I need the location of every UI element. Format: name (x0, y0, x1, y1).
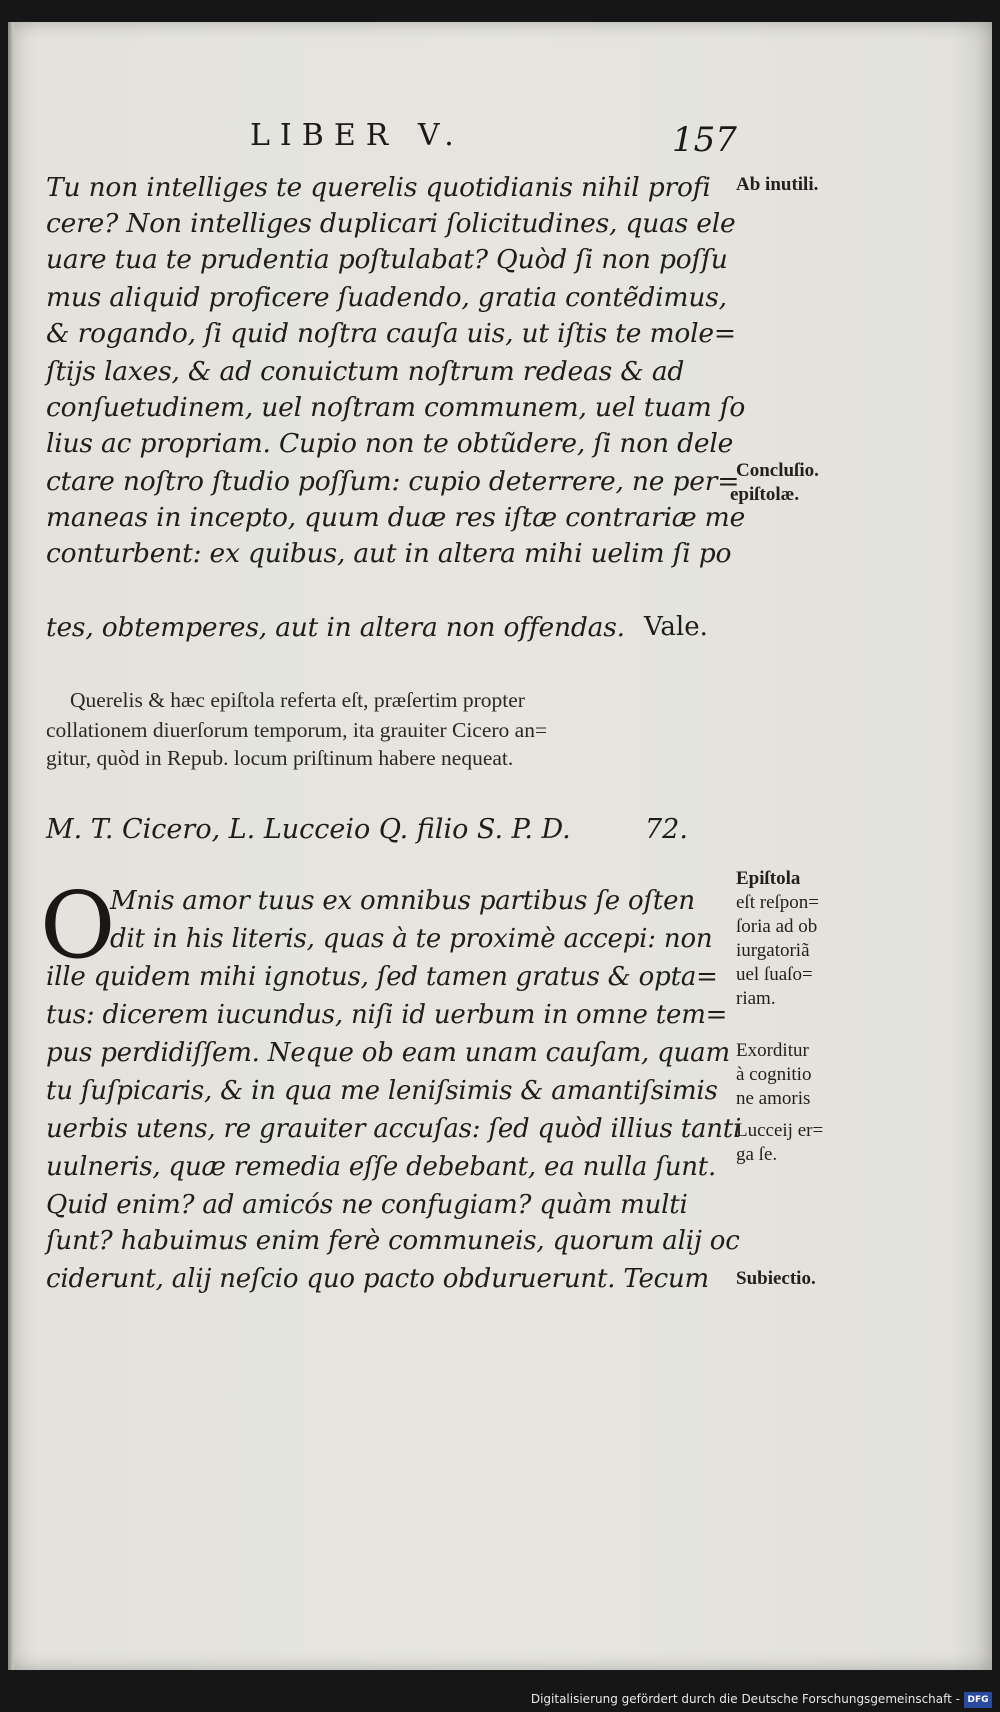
marginal-note: uel ſuaſo= (736, 964, 813, 985)
text-line: pus perdidiſſem. Neque ob eam unam cauſam, quam (46, 1038, 730, 1068)
letter-heading: M. T. Cicero, L. Lucceio Q. filio S. P. D. (46, 814, 571, 845)
text-line: cere? Non intelliges duplicari ſolicitudines, quas ele (46, 208, 736, 239)
marginal-note: Epiſtola (736, 868, 801, 889)
summary-line: collationem diuerſorum temporum, ita grauiter Cicero an= (46, 718, 548, 742)
marginal-note: Lucceij er= (736, 1120, 824, 1141)
marginal-note: Ab inutili. (736, 174, 819, 195)
text-line: tus: dicerem iucundus, niſi id uerbum in omne tem= (46, 1000, 728, 1030)
marginal-note: Concluſio. (736, 460, 819, 481)
marginal-note: Subiectio. (736, 1268, 816, 1289)
marginal-note: ſoria ad ob (736, 916, 818, 937)
marginal-note: iurgatoriã (736, 940, 810, 961)
page-number: 157 (672, 120, 737, 160)
text-line: dit in his literis, quas à te proximè accepi: non (110, 924, 713, 954)
text-line: Mnis amor tuus ex omnibus partibus ſe oſten (110, 886, 695, 916)
letter-number: 72. (645, 814, 688, 845)
text-line: tes, obtemperes, aut in altera non offendas. (46, 612, 625, 643)
text-line: & rogando, ſi quid noſtra cauſa uis, ut iſtis te mole= (46, 318, 736, 349)
text-line: Tu non intelliges te querelis quotidianis nihil profi (46, 172, 711, 203)
marginal-note: riam. (736, 988, 776, 1009)
text-line: conturbent: ex quibus, aut in altera mihi uelim ſi po (46, 538, 732, 569)
text-line: mus aliquid proficere ſuadendo, gratia contẽdimus, (46, 282, 727, 313)
summary-line: Querelis & hæc epiſtola referta eſt, præſertim propter (70, 688, 525, 712)
closing-vale: Vale. (644, 612, 708, 642)
page-binding-edge (8, 22, 14, 1670)
marginal-note: epiſtolæ. (730, 484, 800, 505)
text-line: Quid enim? ad amicós ne confugiam? quàm multi (46, 1190, 688, 1220)
text-line: uare tua te prudentia poſtulabat? Quòd ſi non poſſu (46, 244, 728, 275)
marginal-note: à cognitio (736, 1064, 812, 1085)
marginal-note: ne amoris (736, 1088, 811, 1109)
summary-line: gitur, quòd in Repub. locum priſtinum habere nequeat. (46, 746, 514, 770)
text-line: ſtijs laxes, & ad conuictum noſtrum redeas & ad (46, 356, 685, 387)
running-head: LIBER V. (250, 118, 464, 153)
text-line: tu ſuſpicaris, & in qua me leniſsimis & amantiſsimis (46, 1076, 718, 1106)
text-line: uulneris, quæ remedia eſſe debebant, ea nulla ſunt. (46, 1152, 717, 1182)
marginal-note: Exorditur (736, 1040, 809, 1061)
text-line: maneas in incepto, quum duæ res iſtæ contrariæ me (46, 502, 746, 533)
text-line: ctare noſtro ſtudio poſſum: cupio deterrere, ne per= (46, 466, 740, 497)
text-line: uerbis utens, re grauiter accuſas: ſed quòd illius tanti (46, 1114, 742, 1144)
text-line: conſuetudinem, uel noſtram communem, uel tuam ſo (46, 392, 746, 423)
digitization-credit: Digitalisierung gefördert durch die Deutsche Forschungsgemeinschaft - (530, 1692, 960, 1706)
marginal-note: eſt reſpon= (736, 892, 819, 913)
text-line: ille quidem mihi ignotus, ſed tamen gratus & opta= (46, 962, 718, 992)
drop-cap-initial: O (40, 872, 116, 979)
text-line: ciderunt, alij neſcio quo pacto obduruerunt. Tecum (46, 1264, 710, 1294)
dfg-logo: DFG (964, 1692, 992, 1708)
marginal-note: ga ſe. (736, 1144, 778, 1165)
text-line: lius ac propriam. Cupio non te obtũdere, ſi non dele (46, 428, 734, 459)
text-line: ſunt? habuimus enim ferè communeis, quorum alij oc (46, 1226, 740, 1256)
